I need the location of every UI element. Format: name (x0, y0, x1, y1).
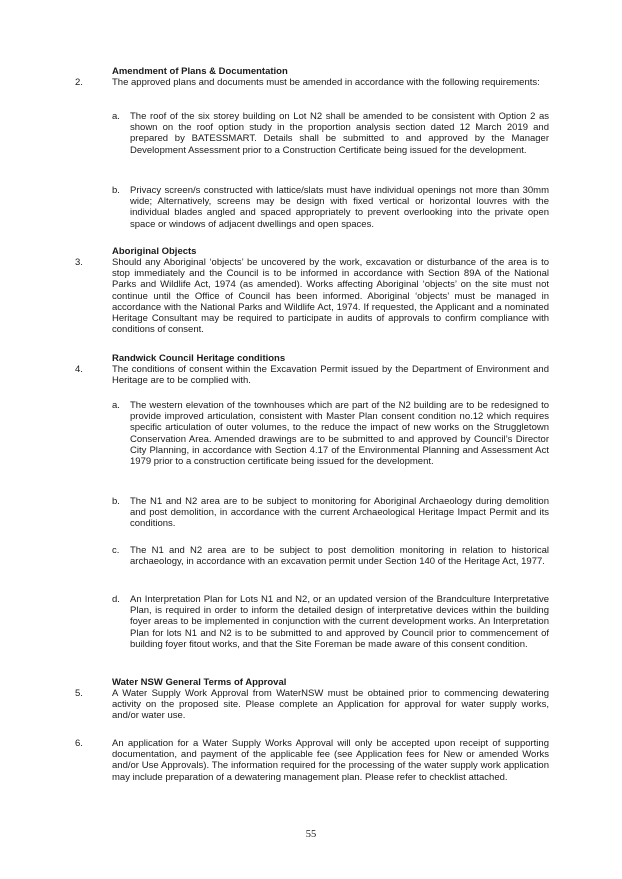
condition-text: The approved plans and documents must be amended in accordance with the following requirements: (112, 77, 540, 88)
subcondition-text: An Interpretation Plan for Lots N1 and N2, or an updated version of the Brandculture Interpretative Plan, is required in order to inform the detailed design of interpretative devices within the building foyer areas to be implemented in conjunction with the current development works. An Interpretation Plan for lots N1 and N2 is to be submitted to and approved by Council prior to commencement of building foyer fitout works, and that the Site Foreman be made aware of this consent condition. (130, 594, 549, 650)
subcondition-label: c. (112, 545, 120, 556)
condition-number: 5. (75, 688, 83, 699)
section-heading-water: Water NSW General Terms of Approval (112, 677, 287, 688)
section-heading-amendment: Amendment of Plans & Documentation (112, 66, 288, 77)
condition-text: The conditions of consent within the Excavation Permit issued by the Department of Environment and Heritage are to be complied with. (112, 364, 549, 387)
subcondition-label: a. (112, 111, 120, 122)
section-heading-aboriginal: Aboriginal Objects (112, 246, 197, 257)
subcondition-text: The western elevation of the townhouses which are part of the N2 building are to be redesigned to provide improved articulation, consistent with Master Plan consent condition no.12 which requires specific articulation of outer volumes, to the reduce the impact of new works on the Struggletown Conservation Area. Amended drawings are to be submitted to and approved by Council’s Director City Planning, in accordance with Section 4.17 of the Environmental Planning and Assessment Act 1979 prior to a construction certificate being issued for the development. (130, 400, 549, 468)
condition-number: 3. (75, 257, 83, 268)
subcondition-label: a. (112, 400, 120, 411)
condition-text: Should any Aboriginal ‘objects’ be uncovered by the work, excavation or disturbance of the area is to stop immediately and the Council is to be informed in accordance with Section 89A of the National Parks and Wildlife Act, 1974 (as amended). Works affecting Aboriginal ‘objects’ on the site must not continue until the Office of Council has been informed. Aboriginal ‘objects’ must be managed in accordance with the National Parks and Wildlife Act, 1974. If requested, the Applicant and a nominated Heritage Consultant may be required to participate in audits of approvals to confirm compliance with conditions of consent. (112, 257, 549, 336)
subcondition-text: Privacy screen/s constructed with lattice/slats must have individual openings not more than 30mm wide; Alternatively, screens may be design with fixed vertical or horizontal louvres with the individual blades angled and spaced appropriately to prevent overlooking into the private open space or windows of adjacent dwellings and open spaces. (130, 185, 549, 230)
condition-number: 2. (75, 77, 83, 88)
subcondition-label: b. (112, 185, 120, 196)
condition-text: An application for a Water Supply Works Approval will only be accepted upon receipt of supporting documentation, and payment of the applicable fee (see Application fees for New or amended Works and/or Use Approvals). The information required for the processing of the water supply work application may include preparation of a dewatering management plan. Please refer to checklist attached. (112, 738, 549, 783)
condition-number: 6. (75, 738, 83, 749)
condition-number: 4. (75, 364, 83, 375)
subcondition-text: The roof of the six storey building on Lot N2 shall be amended to be consistent with Option 2 as shown on the roof option study in the proportion analysis section dated 12 March 2019 and prepared by BATESSMART. Details shall be submitted to and approved by the Manager Development Assessment prior to a Construction Certificate being issued for the development. (130, 111, 549, 156)
condition-text: A Water Supply Work Approval from WaterNSW must be obtained prior to commencing dewatering activity on the proposed site. Please complete an Application for approval for water supply works, and/or water use. (112, 688, 549, 722)
subcondition-text: The N1 and N2 area are to be subject to monitoring for Aboriginal Archaeology during demolition and post demolition, in accordance with the current Archaeological Heritage Impact Permit and its conditions. (130, 496, 549, 530)
page-number: 55 (305, 829, 317, 840)
section-heading-heritage: Randwick Council Heritage conditions (112, 353, 286, 364)
subcondition-text: The N1 and N2 area are to be subject to post demolition monitoring in relation to historical archaeology, in accordance with an excavation permit under Section 140 of the Heritage Act, 1977. (130, 545, 549, 568)
subcondition-label: b. (112, 496, 120, 507)
subcondition-label: d. (112, 594, 120, 605)
